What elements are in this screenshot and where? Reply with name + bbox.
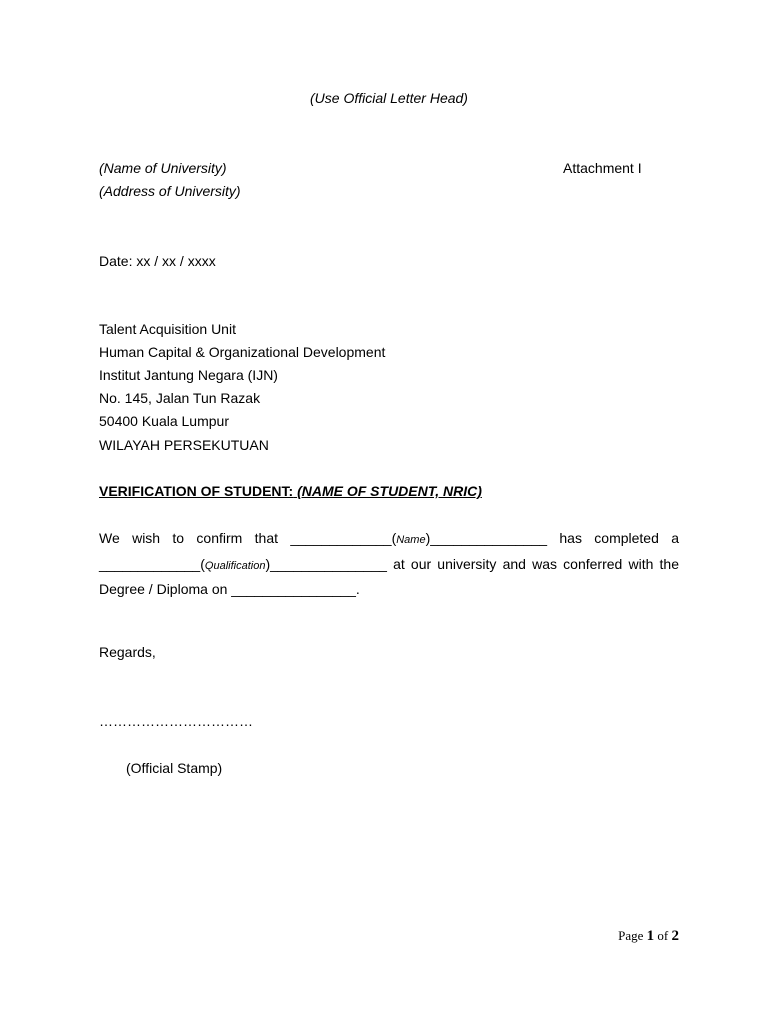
qualification-field-label: Qualification bbox=[204, 559, 266, 572]
body-line-2: _____________(Qualification)_______________ at our university and was conferred with the bbox=[99, 555, 679, 572]
university-address: (Address of University) bbox=[99, 183, 241, 199]
recipient-line: Institut Jantung Negara (IJN) bbox=[99, 367, 278, 383]
recipient-line: WILAYAH PERSEKUTUAN bbox=[99, 437, 269, 453]
page-footer bbox=[618, 928, 679, 945]
subject-heading bbox=[99, 483, 482, 499]
subject-variable: (NAME OF STUDENT, NRIC) bbox=[297, 483, 482, 499]
name-field-label: Name bbox=[396, 534, 426, 546]
closing-regards: Regards, bbox=[99, 644, 156, 660]
letterhead-note: (Use Official Letter Head) bbox=[310, 90, 468, 106]
total-pages-number: 2 bbox=[671, 928, 679, 944]
attachment-label: Attachment I bbox=[563, 160, 642, 176]
current-page-number: 1 bbox=[646, 928, 655, 944]
body-line1-start: We wish to confirm that _____________ bbox=[99, 530, 392, 546]
date-line: Date: xx / xx / xxxx bbox=[99, 253, 216, 269]
body-line2-end: _______________ at our university and was conferred with the bbox=[270, 555, 679, 572]
recipient-line: Talent Acquisition Unit bbox=[99, 321, 236, 337]
recipient-line: No. 145, Jalan Tun Razak bbox=[99, 390, 261, 406]
body-paragraph bbox=[99, 527, 679, 602]
official-stamp-label: (Official Stamp) bbox=[126, 760, 223, 776]
university-name: (Name of University) bbox=[99, 160, 227, 176]
body-line1-end: _______________ has completed a bbox=[430, 530, 679, 546]
page-word: Page bbox=[618, 928, 644, 943]
body-line-1: We wish to confirm that _____________(Name)_______________ has completed a bbox=[99, 530, 679, 546]
subject-prefix: VERIFICATION OF STUDENT: bbox=[99, 483, 294, 499]
signature-line: …………………………… bbox=[99, 713, 253, 729]
of-word: of bbox=[657, 928, 669, 943]
body-line2-start: _____________ bbox=[99, 555, 201, 572]
recipient-line: Human Capital & Organizational Development bbox=[99, 344, 386, 360]
recipient-line: 50400 Kuala Lumpur bbox=[99, 413, 229, 429]
body-line-3: Degree / Diploma on ________________. bbox=[99, 581, 360, 597]
